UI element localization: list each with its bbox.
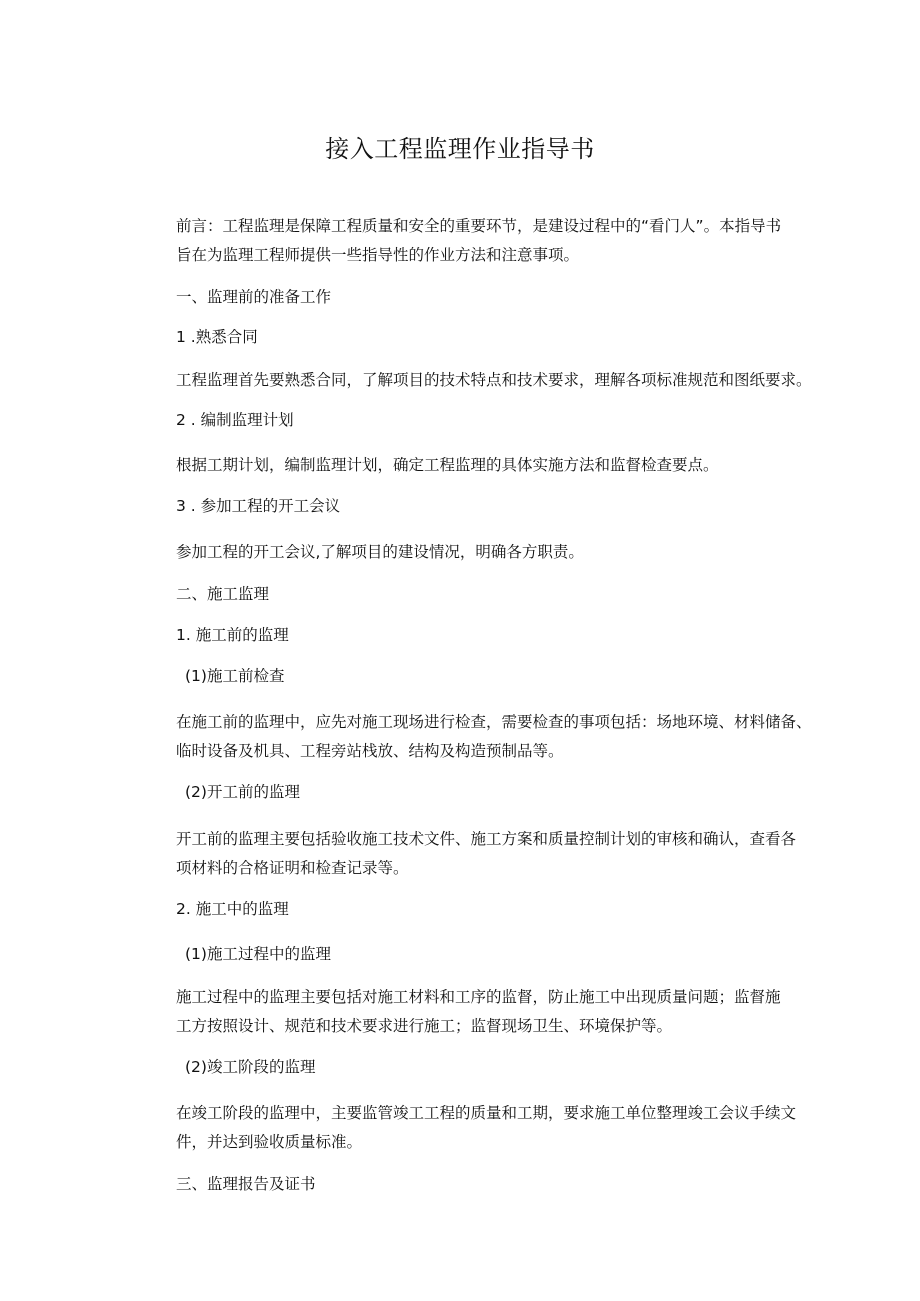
preface-line-2: 旨在为监理工程师提供一些指导性的作业方法和注意事项。 <box>176 246 580 264</box>
section-2-sub-2-b-heading: (2)竣工阶段的监理 <box>185 1058 316 1076</box>
section-2-sub-1-heading: 1. 施工前的监理 <box>176 626 289 644</box>
section-2-sub-1-b-line-1: 开工前的监理主要包括验收施工技术文件、施工方案和质量控制计划的审核和确认，查看各 <box>176 830 797 848</box>
document-title: 接入工程监理作业指导书 <box>325 135 595 163</box>
section-2-sub-2-a-line-1: 施工过程中的监理主要包括对施工材料和工序的监督，防止施工中出现质量问题；监督施 <box>176 988 781 1006</box>
section-2-sub-1-b-line-2: 项材料的合格证明和检查记录等。 <box>176 859 409 877</box>
preface-line-1: 前言：工程监理是保障工程质量和安全的重要环节，是建设过程中的“看门人”。本指导书 <box>176 217 782 235</box>
section-1-item-2-heading: 2 . 编制监理计划 <box>176 411 294 429</box>
section-2-sub-2-heading: 2. 施工中的监理 <box>176 900 289 918</box>
section-2-sub-1-a-heading: (1)施工前检查 <box>185 667 285 685</box>
section-1-item-3-text: 参加工程的开工会议,了解项目的建设情况，明确各方职责。 <box>176 543 584 561</box>
section-2-sub-1-a-line-1: 在施工前的监理中，应先对施工现场进行检查，需要检查的事项包括：场地环境、材料储备、 <box>176 713 812 731</box>
section-1-item-1-text: 工程监理首先要熟悉合同，了解项目的技术特点和技术要求，理解各项标准规范和图纸要求。 <box>176 371 812 389</box>
section-1-item-1-heading: 1 .熟悉合同 <box>176 328 258 346</box>
section-1-item-3-heading: 3 . 参加工程的开工会议 <box>176 497 341 515</box>
section-1-item-2-text: 根据工期计划，编制监理计划，确定工程监理的具体实施方法和监督检查要点。 <box>176 456 719 474</box>
section-3-heading: 三、监理报告及证书 <box>176 1175 316 1193</box>
section-2-heading: 二、施工监理 <box>176 585 270 603</box>
section-2-sub-2-a-line-2: 工方按照设计、规范和技术要求进行施工；监督现场卫生、环境保护等。 <box>176 1017 673 1035</box>
section-2-sub-1-b-heading: (2)开工前的监理 <box>185 783 300 801</box>
section-2-sub-2-b-line-2: 件，并达到验收质量标准。 <box>176 1133 363 1151</box>
section-2-sub-2-a-heading: (1)施工过程中的监理 <box>185 945 331 963</box>
section-2-sub-2-b-line-1: 在竣工阶段的监理中，主要监管竣工工程的质量和工期，要求施工单位整理竣工会议手续文 <box>176 1104 797 1122</box>
section-1-heading: 一、监理前的准备工作 <box>176 288 332 306</box>
section-2-sub-1-a-line-2: 临时设备及机具、工程旁站栈放、结构及构造预制品等。 <box>176 742 564 760</box>
